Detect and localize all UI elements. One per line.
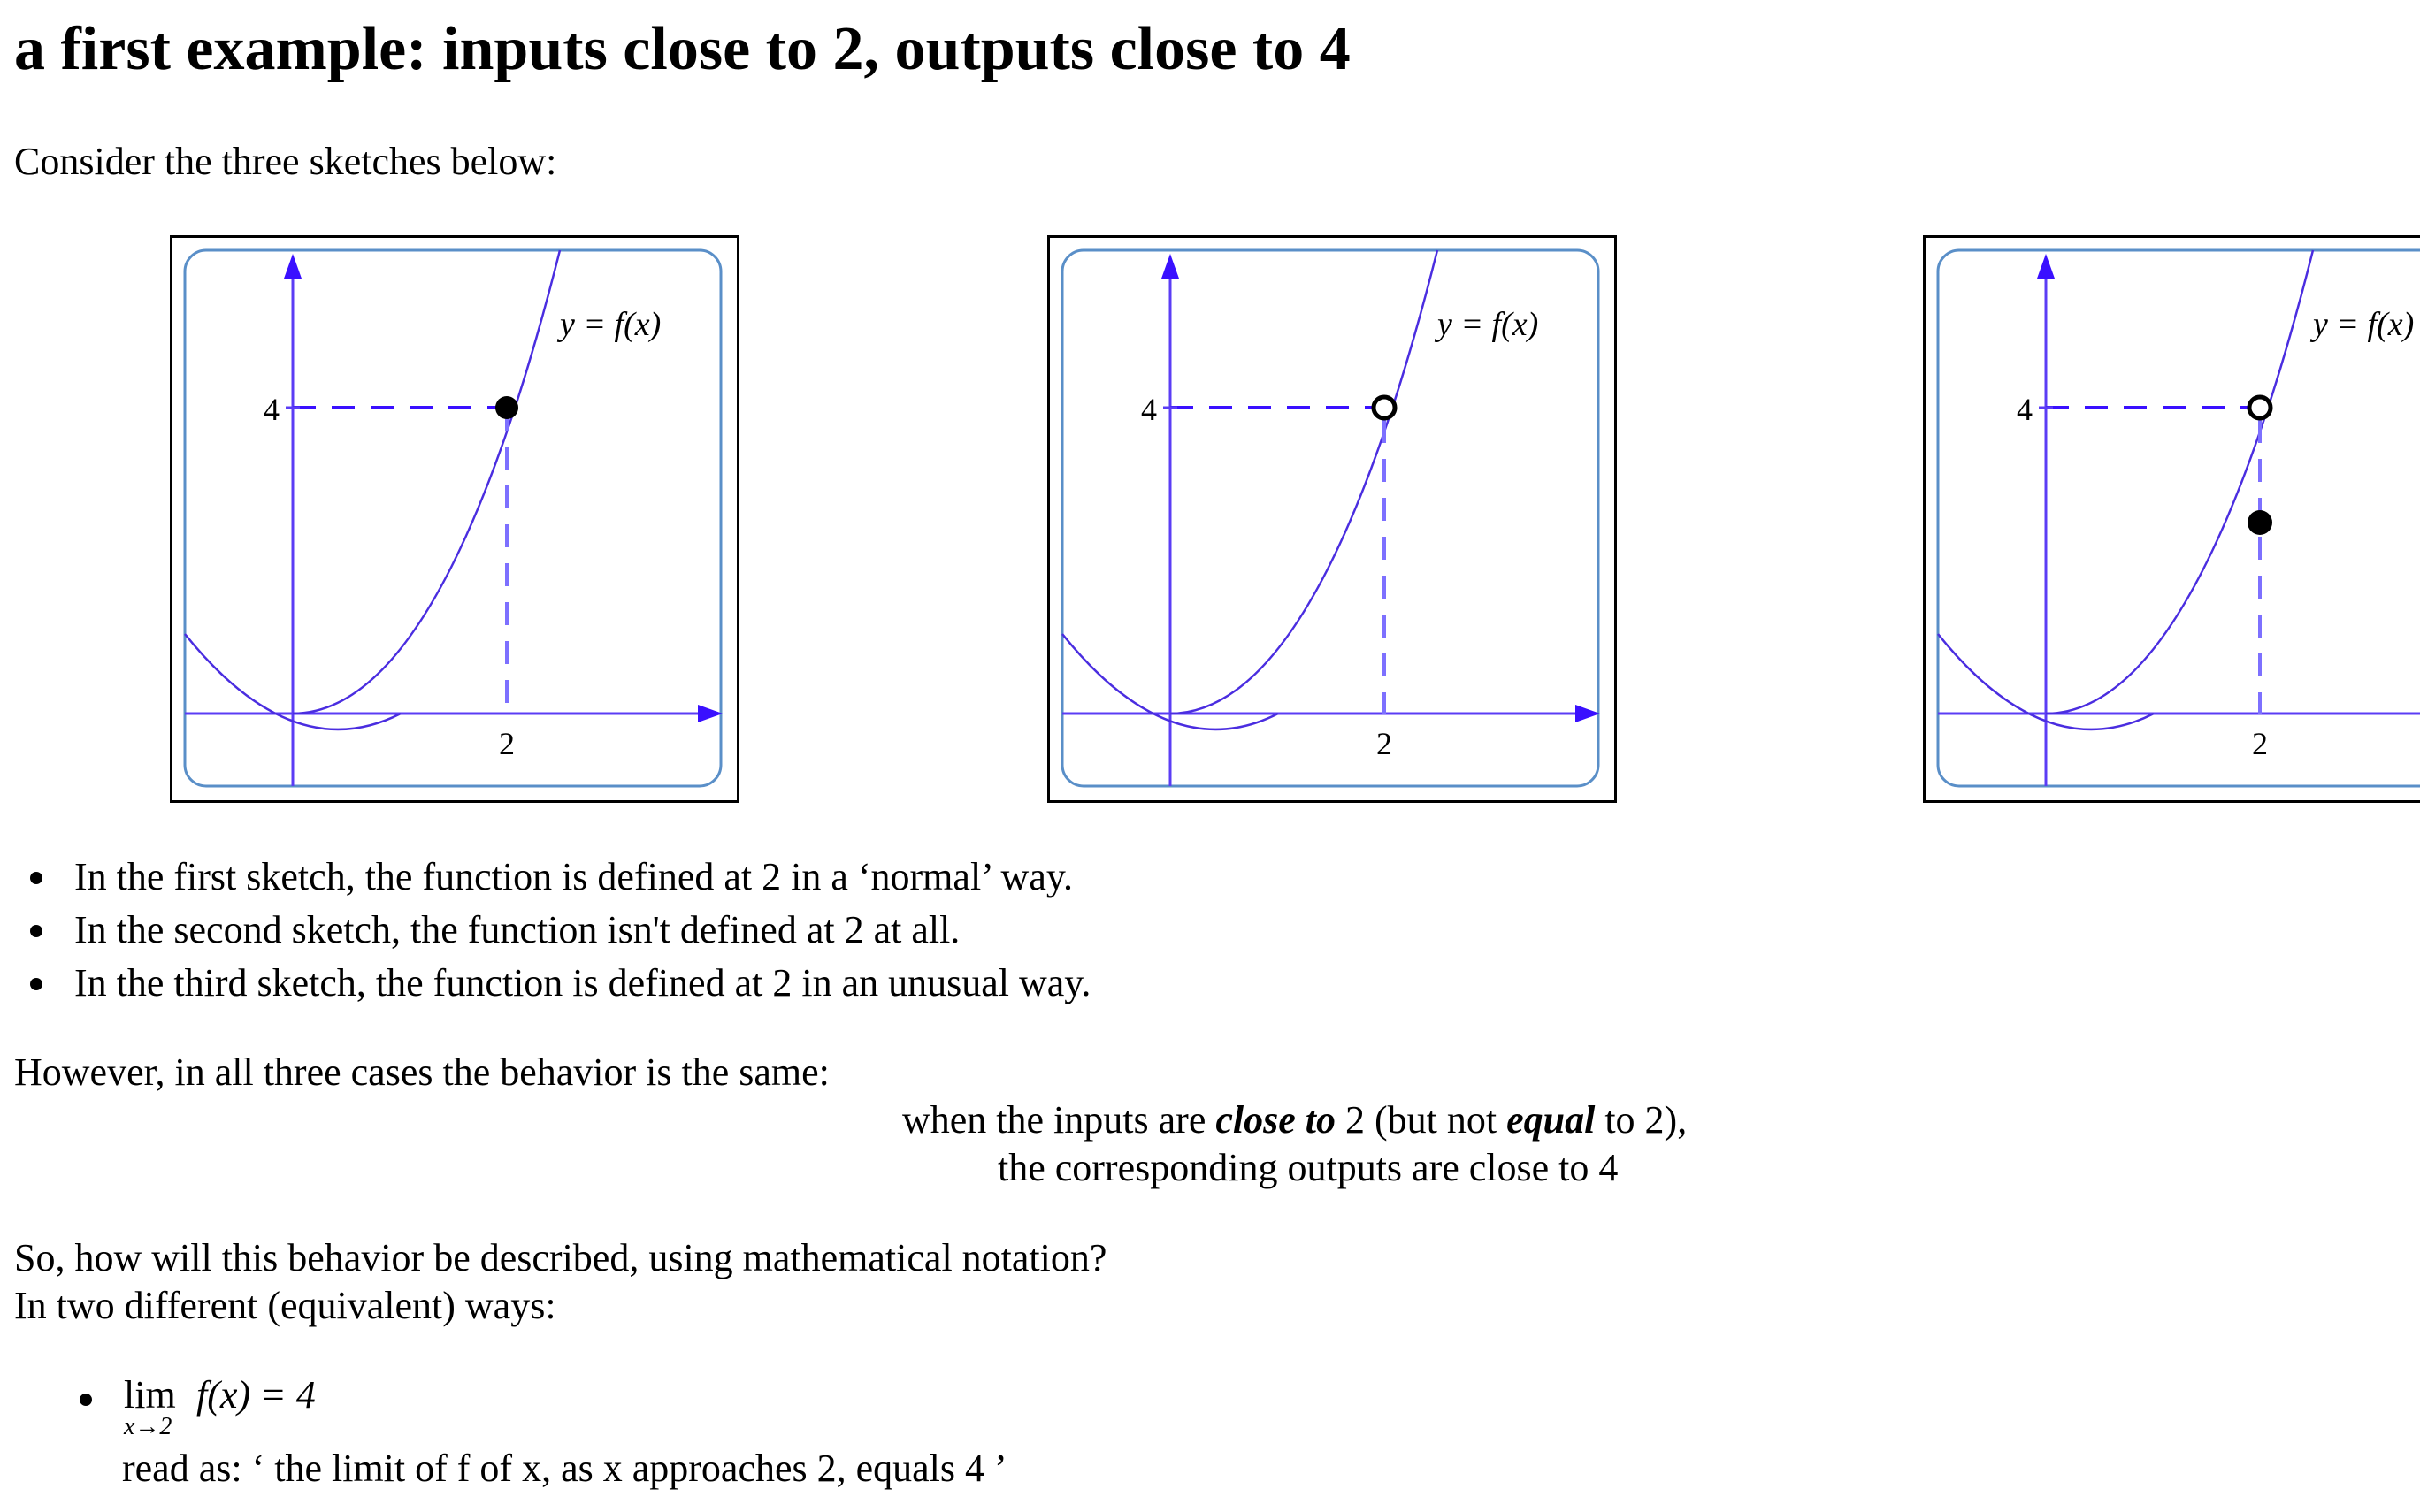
open-point <box>1374 397 1395 418</box>
filled-point <box>2248 510 2272 535</box>
y-axis-arrow <box>2037 254 2055 279</box>
curve-label: y = f(x) <box>560 306 662 343</box>
curve-label: y = f(x) <box>2313 306 2415 343</box>
centered-line-1: when the inputs are close to 2 (but not equal to 2), <box>902 1098 1688 1142</box>
y-axis-arrow <box>1161 254 1179 279</box>
sketch-3 <box>1923 235 2420 803</box>
x-axis-arrow <box>1575 705 1600 722</box>
question-text-1: So, how will this behavior be described, using mathematical notation? <box>14 1236 1107 1279</box>
intro-text: Consider the three sketches below: <box>14 140 557 183</box>
sketch-3-graph <box>1926 238 2420 803</box>
sketch-1-graph <box>172 238 739 803</box>
centered-line-2: the corresponding outputs are close to 4 <box>998 1146 1619 1189</box>
y-tick-label: 4 <box>264 392 280 427</box>
curve-right <box>2046 250 2313 714</box>
x-tick-label: 2 <box>2252 726 2268 761</box>
y-axis-arrow <box>284 254 302 279</box>
sketch-2-graph <box>1050 238 1617 803</box>
however-text: However, in all three cases the behavior is the same: <box>14 1050 830 1094</box>
x-tick-label: 2 <box>499 726 515 761</box>
curve-label: y = f(x) <box>1437 306 1539 343</box>
page-title: a first example: inputs close to 2, outputs close to 4 <box>14 15 1351 83</box>
open-point <box>2249 397 2271 418</box>
sketch-2 <box>1047 235 1617 803</box>
list-item: In the second sketch, the function isn't defined at 2 at all. <box>74 904 1091 957</box>
filled-point <box>495 396 518 419</box>
list-item: In the third sketch, the function is defined at 2 in an unusual way. <box>74 957 1091 1010</box>
y-tick-label: 4 <box>2017 392 2033 427</box>
bullet-dot <box>80 1394 92 1406</box>
curve-right <box>293 250 560 714</box>
sketch-notes-list <box>74 851 1091 1010</box>
list-item: In the first sketch, the function is defined at 2 in a ‘normal’ way. <box>74 851 1091 904</box>
question-text-2: In two different (equivalent) ways: <box>14 1284 556 1327</box>
curve-right <box>1170 250 1437 714</box>
limit-read-as: read as: ‘ the limit of f of x, as x approaches 2, equals 4 ’ <box>122 1447 1007 1490</box>
y-tick-label: 4 <box>1141 392 1157 427</box>
x-tick-label: 2 <box>1376 726 1392 761</box>
x-axis-arrow <box>698 705 723 722</box>
sketch-1 <box>170 235 739 803</box>
